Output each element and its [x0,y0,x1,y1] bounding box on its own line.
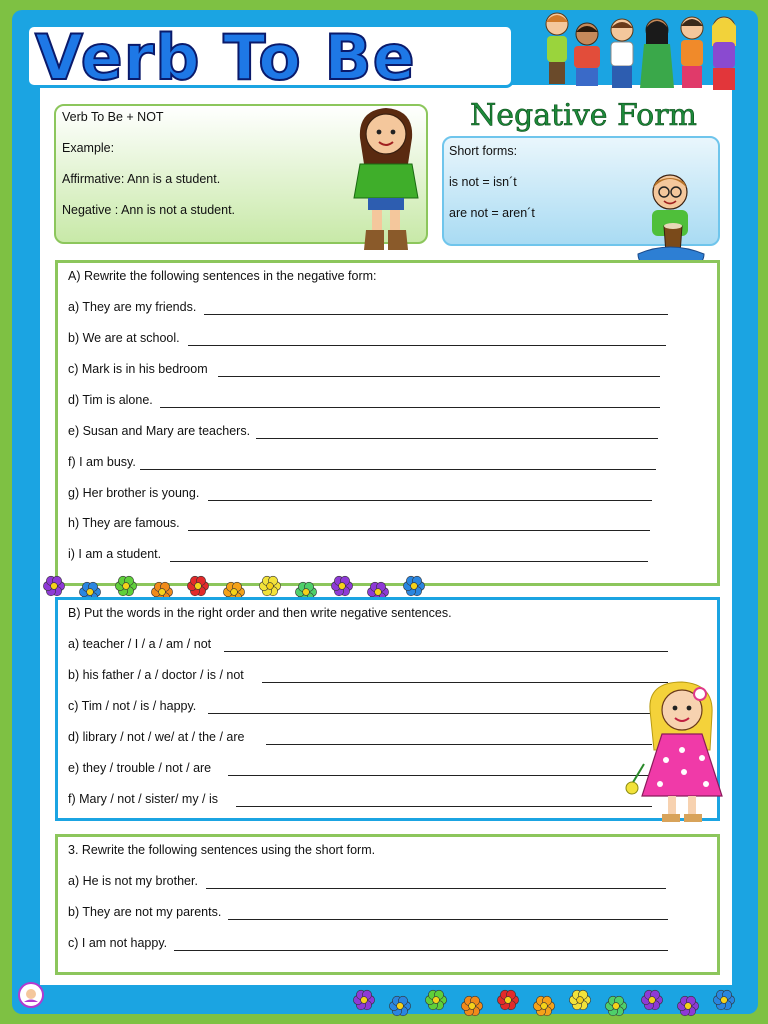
short-forms-heading: Short forms: [449,144,518,158]
bottom-flower-row [350,984,760,1020]
publisher-logo-icon [18,982,44,1008]
flower-icon [353,990,374,1010]
answer-line-b2[interactable] [262,682,668,683]
answer-line-c1[interactable] [206,888,666,889]
example-label: Example: [62,141,115,155]
question-a4: d) Tim is alone. [68,393,153,407]
flower-icon [533,996,554,1016]
answer-line-a9[interactable] [170,561,648,562]
question-c1: a) He is not my brother. [68,874,198,888]
example-negative: Negative : Ann is not a student. [62,203,236,217]
question-b4: d) library / not / we/ at / the / are [68,730,245,744]
kids-group-illustration [532,8,742,102]
flower-icon [713,990,734,1010]
answer-line-c3[interactable] [174,950,668,951]
short-form-arent: are not = aren´t [449,206,535,220]
flower-icon [187,576,208,596]
question-c3: c) I am not happy. [68,936,168,950]
flower-icon [403,576,424,596]
question-b3: c) Tim / not / is / happy. [68,699,197,713]
question-a2: b) We are at school. [68,331,180,345]
question-a7: g) Her brother is young. [68,486,200,500]
question-b2: b) his father / a / doctor / is / not [68,668,244,682]
answer-line-b1[interactable] [224,651,668,652]
flower-icon [259,576,280,596]
flower-icon [605,996,626,1016]
answer-line-b4[interactable] [266,744,652,745]
flower-icon [677,996,698,1016]
answer-line-c2[interactable] [228,919,668,920]
question-c2: b) They are not my parents. [68,905,222,919]
section-a [55,260,720,586]
negative-form-title: Negative Form [470,98,698,133]
short-form-isnt: is not = isn´t [449,175,517,189]
question-a6: f) I am busy. [68,455,136,469]
example-affirmative: Affirmative: Ann is a student. [62,172,221,186]
flower-icon [331,576,352,596]
section-b-instruction: B) Put the words in the right order and then write negative sentences. [68,606,452,620]
question-a5: e) Susan and Mary are teachers. [68,424,251,438]
section-c [55,834,720,975]
question-b1: a) teacher / I / a / am / not [68,637,212,651]
answer-line-a3[interactable] [218,376,660,377]
example-heading: Verb To Be + NOT [62,110,164,124]
page-title: Verb To Be [35,24,416,88]
answer-line-a8[interactable] [188,530,650,531]
question-a3: c) Mark is in his bedroom [68,362,208,376]
flower-icon [425,990,446,1010]
answer-line-b6[interactable] [236,806,652,807]
flower-icon [43,576,64,596]
question-a9: i) I am a student. [68,547,162,561]
answer-line-a7[interactable] [208,500,652,501]
flower-icon [497,990,518,1010]
section-c-instruction: 3. Rewrite the following sentences using the short form. [68,843,376,857]
flower-icon [389,996,410,1016]
section-a-instruction: A) Rewrite the following sentences in the negative form: [68,269,377,283]
question-b5: e) they / trouble / not / are [68,761,212,775]
answer-line-a2[interactable] [188,345,666,346]
title-banner [26,24,514,88]
flower-icon [641,990,662,1010]
answer-line-a4[interactable] [160,407,660,408]
answer-line-a1[interactable] [204,314,668,315]
answer-line-b3[interactable] [208,713,652,714]
answer-line-a6[interactable] [140,469,656,470]
girl-pink-dress-illustration [622,680,726,824]
flower-icon [115,576,136,596]
flowers-row-bottom [353,990,734,1016]
question-a8: h) They are famous. [68,516,180,530]
flower-icon [569,990,590,1010]
answer-line-a5[interactable] [256,438,658,439]
answer-line-b5[interactable] [228,775,652,776]
section-b [55,597,720,821]
girl-illustration [346,104,426,252]
question-b6: f) Mary / not / sister/ my / is [68,792,219,806]
question-a1: a) They are my friends. [68,300,197,314]
flower-icon [461,996,482,1016]
